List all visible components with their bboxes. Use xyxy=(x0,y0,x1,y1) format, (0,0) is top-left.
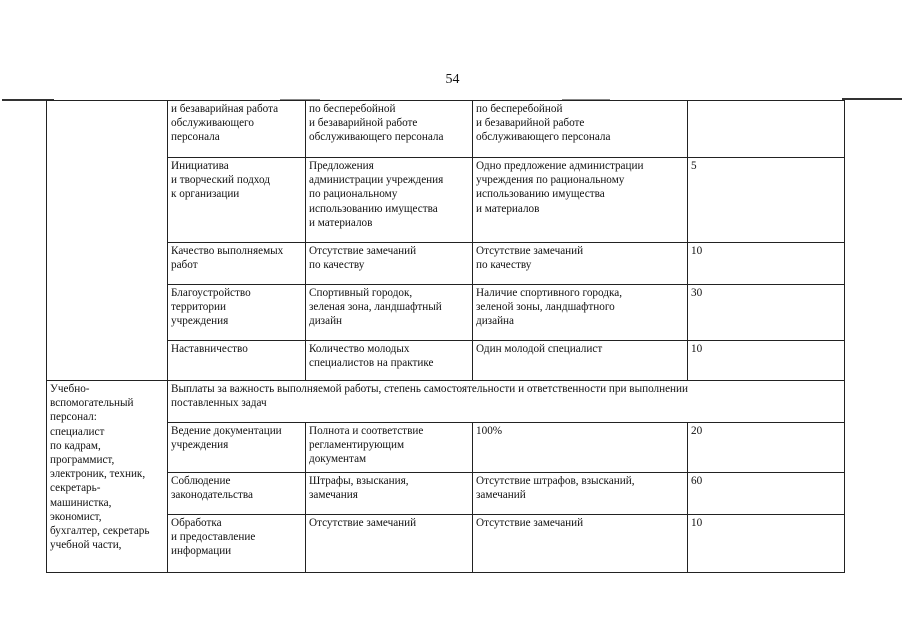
condition-cell: Отсутствие замечаний xyxy=(473,515,688,573)
section-heading: Выплаты за важность выполняемой работы, степень самостоятельности и ответственности при выполнении поставленных задач xyxy=(168,381,845,423)
criterion-cell: Благоустройство территории учреждения xyxy=(168,285,306,341)
indicator-cell: Предложения администрации учреждения по рациональному использованию имущества и материалов xyxy=(306,158,473,243)
table-row xyxy=(47,101,845,158)
condition-cell: Один молодой специалист xyxy=(473,341,688,381)
indicator-cell: Отсутствие замечаний по качеству xyxy=(306,243,473,285)
criterion-cell: Инициатива и творческий подход к организации xyxy=(168,158,306,243)
condition-cell: Отсутствие штрафов, взысканий, замечаний xyxy=(473,473,688,515)
indicator-cell: по бесперебойной и безаварийной работе обслуживающего персонала xyxy=(306,101,473,158)
condition-cell: Отсутствие замечаний по качеству xyxy=(473,243,688,285)
criterion-cell: Соблюдение законодательства xyxy=(168,473,306,515)
points-cell: 10 xyxy=(688,341,845,381)
scan-line-right xyxy=(842,98,902,100)
criterion-cell: Наставничество xyxy=(168,341,306,381)
condition-cell: по бесперебойной и безаварийной работе обслуживающего персонала xyxy=(473,101,688,158)
points-cell xyxy=(688,101,845,158)
indicator-cell: Штрафы, взыскания, замечания xyxy=(306,473,473,515)
category-cell: Учебно- вспомогательный персонал: специалист по кадрам, программист, электроник, техник, секретарь- машинистка, экономист, бухгалтер, секретарь учебной части, xyxy=(47,381,168,573)
criterion-cell: Обработка и предоставление информации xyxy=(168,515,306,573)
indicator-cell: Отсутствие замечаний xyxy=(306,515,473,573)
points-cell: 5 xyxy=(688,158,845,243)
points-cell: 30 xyxy=(688,285,845,341)
indicator-cell: Полнота и соответствие регламентирующим документам xyxy=(306,423,473,473)
points-cell: 60 xyxy=(688,473,845,515)
indicator-cell: Спортивный городок, зеленая зона, ландшафтный дизайн xyxy=(306,285,473,341)
points-cell: 10 xyxy=(688,243,845,285)
points-cell: 20 xyxy=(688,423,845,473)
condition-cell: Одно предложение администрации учреждения по рациональному использованию имущества и материалов xyxy=(473,158,688,243)
criterion-cell: и безаварийная работа обслуживающего персонала xyxy=(168,101,306,158)
condition-cell: 100% xyxy=(473,423,688,473)
criteria-table xyxy=(46,100,845,573)
criterion-cell: Качество выполняемых работ xyxy=(168,243,306,285)
points-cell: 10 xyxy=(688,515,845,573)
category-cell-empty xyxy=(47,101,168,381)
condition-cell: Наличие спортивного городка, зеленой зоны, ландшафтного дизайна xyxy=(473,285,688,341)
table-row xyxy=(47,381,845,423)
criterion-cell: Ведение документации учреждения xyxy=(168,423,306,473)
page-number: 54 xyxy=(445,72,460,87)
indicator-cell: Количество молодых специалистов на практике xyxy=(306,341,473,381)
